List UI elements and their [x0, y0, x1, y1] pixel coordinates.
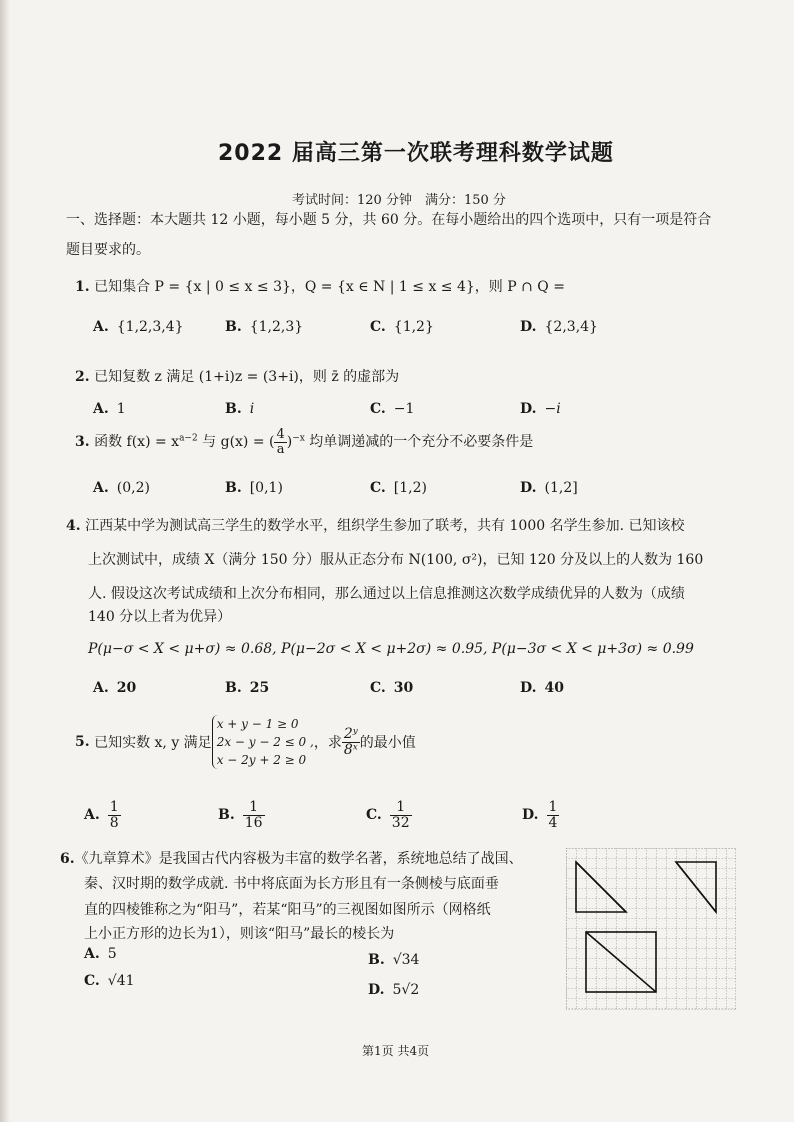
option-c: C. $\frac{1}{32}$ — [366, 799, 410, 831]
question-6-line4: 上小正方形的边长为1），则该“阳马”最长的棱长为 — [84, 926, 395, 942]
question-4-line2: 上次测试中，成绩 X（满分 150 分）服从正态分布 N(100, σ²)，已知 120 分及以上的人数为 160 — [88, 552, 704, 568]
three-view-grid — [566, 848, 736, 1010]
option-c: C. √41 — [84, 973, 135, 989]
question-4-line3: 人. 假设这次考试成绩和上次分布相同，那么通过以上信息推测这次数学成绩优异的人数为（成绩 — [88, 586, 685, 602]
option-b: B. {1,2,3} — [225, 319, 304, 335]
option-b: B. 25 — [225, 680, 270, 696]
option-b: B. i — [225, 401, 255, 417]
scan-shadow — [0, 0, 10, 1122]
question-6-line3: 直的四棱锥称之为“阳马”，若某“阳马”的三视图如图所示（网格纸 — [84, 902, 491, 918]
exam-info: 考试时间：120 分钟 满分：150 分 — [292, 193, 506, 208]
question-4-line1: 4. 江西某中学为测试高三学生的数学水平，组织学生参加了联考，共有 1000 名学生参加. 已知该校 — [66, 518, 685, 534]
option-d: D. 40 — [520, 680, 564, 696]
option-a: A. 5 — [84, 946, 117, 962]
section-heading-line1: 一、选择题：本大题共 12 小题，每小题 5 分，共 60 分。在每小题给出的四个选项中，只有一项是符合 — [66, 212, 712, 228]
option-a: A. $\frac{1}{8}$ — [84, 799, 119, 831]
option-a: A. {1,2,3,4} — [93, 319, 184, 335]
option-a: A. 20 — [93, 680, 137, 696]
option-d: D. −i — [520, 401, 561, 417]
option-c: C. [1,2) — [370, 480, 427, 496]
question-text: 已知集合 P = {x | 0 ≤ x ≤ 3}，Q = {x ∈ N | 1 ≤ x ≤ 4}，则 P ∩ Q = — [94, 279, 565, 295]
question-4-line4: 140 分以上者为优异） — [88, 609, 232, 625]
option-d: D. {2,3,4} — [520, 319, 598, 335]
question-3: 3. 函数 $f(x) = x^{a-2}$ 与 g(x) = ( $\frac{4}{a}$ )$^{-x}$ 均单调递减的一个充分不必要条件是 — [75, 427, 534, 457]
option-a: A. 1 — [93, 401, 126, 417]
option-c: C. {1,2} — [370, 319, 434, 335]
option-d: D. $\frac{1}{4}$ — [522, 799, 558, 831]
constraint-system: x + y − 1 ≥ 0 2x − y − 2 ≤ 0 , x − 2y + 2 ≥ 0 — [212, 715, 314, 769]
option-a: A. (0,2) — [93, 480, 150, 496]
question-6-line1: 6.《九章算术》是我国古代内容极为丰富的数学名著，系统地总结了战国、 — [60, 851, 523, 867]
section-heading-line2: 题目要求的。 — [66, 242, 150, 258]
option-b: B. $\frac{1}{16}$ — [218, 799, 263, 831]
question-text: 已知复数 z 满足 (1+i)z = (3+i)，则 z̄ 的虚部为 — [94, 369, 400, 385]
option-c: C. 30 — [370, 680, 414, 696]
option-b: B. [0,1) — [225, 480, 283, 496]
option-d: D. (1,2] — [520, 480, 578, 496]
question-4-formula: P(μ−σ < X < μ+σ) ≈ 0.68, P(μ−2σ < X < μ+2σ) ≈ 0.95, P(μ−3σ < X < μ+3σ) ≈ 0.99 — [88, 641, 694, 657]
page-title: 2022 届高三第一次联考理科数学试题 — [218, 141, 614, 166]
option-b: B. √34 — [368, 952, 420, 968]
question-1 — [75, 276, 565, 296]
question-6-line2: 秦、汉时期的数学成就. 书中将底面为长方形且有一条侧棱与底面垂 — [84, 876, 499, 892]
question-2: 2. 已知复数 z 满足 (1+i)z = (3+i)，则 z̄ 的虚部为 — [75, 369, 400, 385]
question-5: 5. 已知实数 x, y 满足 x + y − 1 ≥ 0 2x − y − 2 ≤ 0 , x − 2y + 2 ≥ 0 ，求 $\frac{\text{2ʸ}}{\text{8ˣ}}$ 的最小值 — [75, 717, 416, 767]
three-view-figure — [566, 848, 736, 1010]
option-c: C. −1 — [370, 401, 415, 417]
question-number: 1. — [75, 279, 90, 295]
page-footer: 第1页 共4页 — [362, 1044, 430, 1058]
option-d: D. 5√2 — [368, 982, 420, 998]
